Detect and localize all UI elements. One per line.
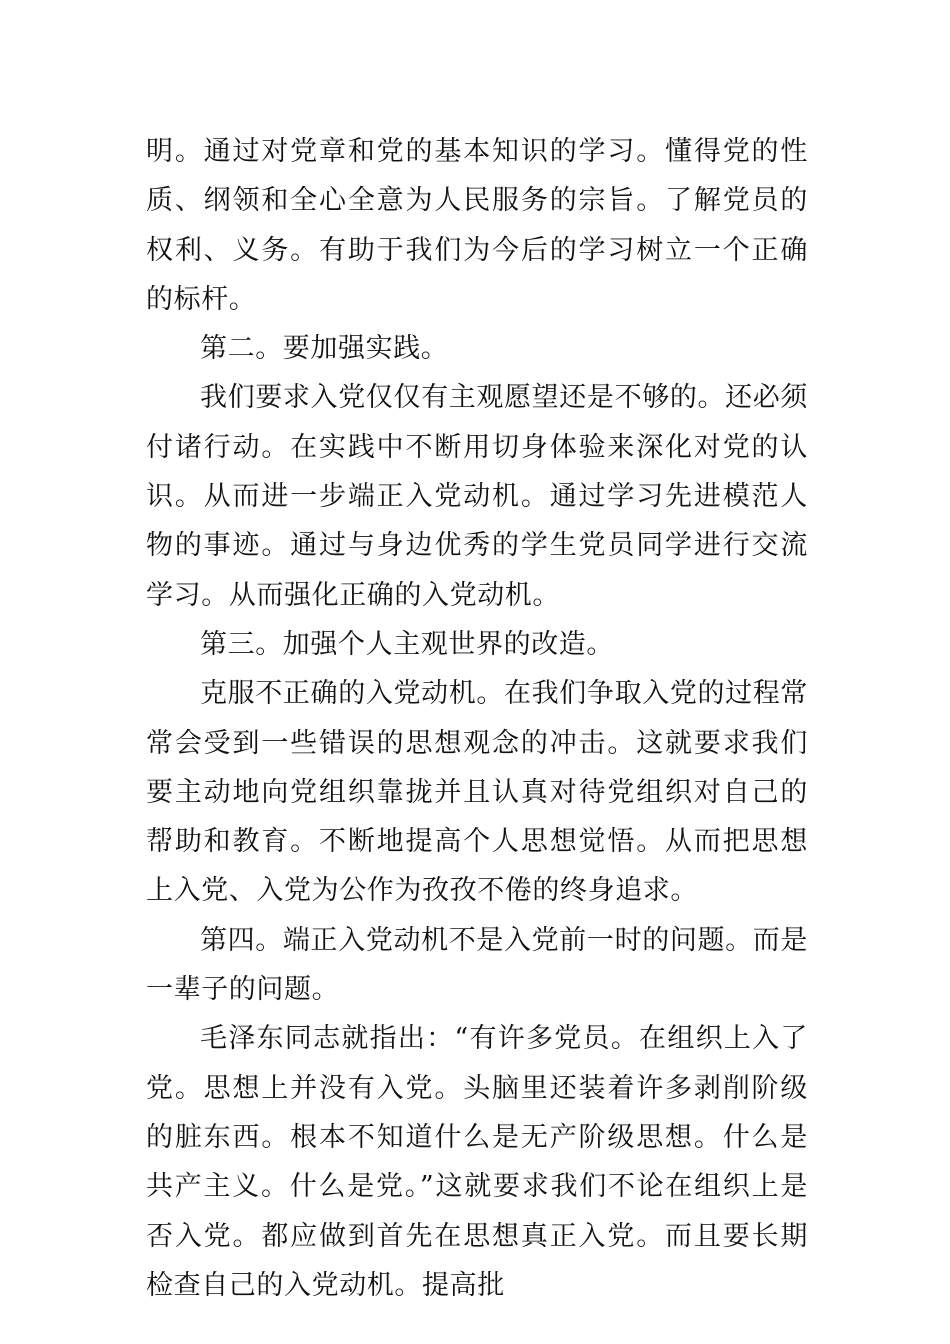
- paragraph-transformation: 克服不正确的入党动机。在我们争取入党的过程常常会受到一些错误的思想观念的冲击。这就要求我们要主动地向党组织靠拢并且认真对待党组织对自己的帮助和教育。不断地提高个人思想觉悟。从而把思想上入党、入党为公作为孜孜不倦的终身追求。: [146, 678, 808, 907]
- paragraph-practice: 我们要求入党仅仅有主观愿望还是不够的。还必须付诸行动。在实践中不断用切身体验来深化对党的认识。从而进一步端正入党动机。通过学习先进模范人物的事迹。通过与身边优秀的学生党员同学进行交流学习。从而强化正确的入党动机。: [146, 382, 808, 611]
- paragraph-continued: 明。通过对党章和党的基本知识的学习。懂得党的性质、纲领和全心全意为人民服务的宗旨。了解党员的权利、义务。有助于我们为今后的学习树立一个正确的标杆。: [146, 136, 808, 315]
- document-body: [146, 127, 808, 1310]
- paragraph-heading-second: 第二。要加强实践。: [200, 333, 449, 365]
- paragraph-mao-quote: 毛泽东同志就指出：“有许多党员。在组织上入了党。思想上并没有入党。头脑里还装着许多剥削阶级的脏东西。根本不知道什么是无产阶级思想。什么是共产主义。什么是党。”这就要求我们不论在组织上是否入党。都应做到首先在思想真正入党。而且要长期检查自己的入党动机。提高批: [146, 1023, 808, 1301]
- paragraph-heading-third: 第三。加强个人主观世界的改造。: [200, 628, 614, 660]
- paragraph-heading-fourth: 第四。端正入党动机不是入党前一时的问题。而是一辈子的问题。: [146, 924, 808, 1006]
